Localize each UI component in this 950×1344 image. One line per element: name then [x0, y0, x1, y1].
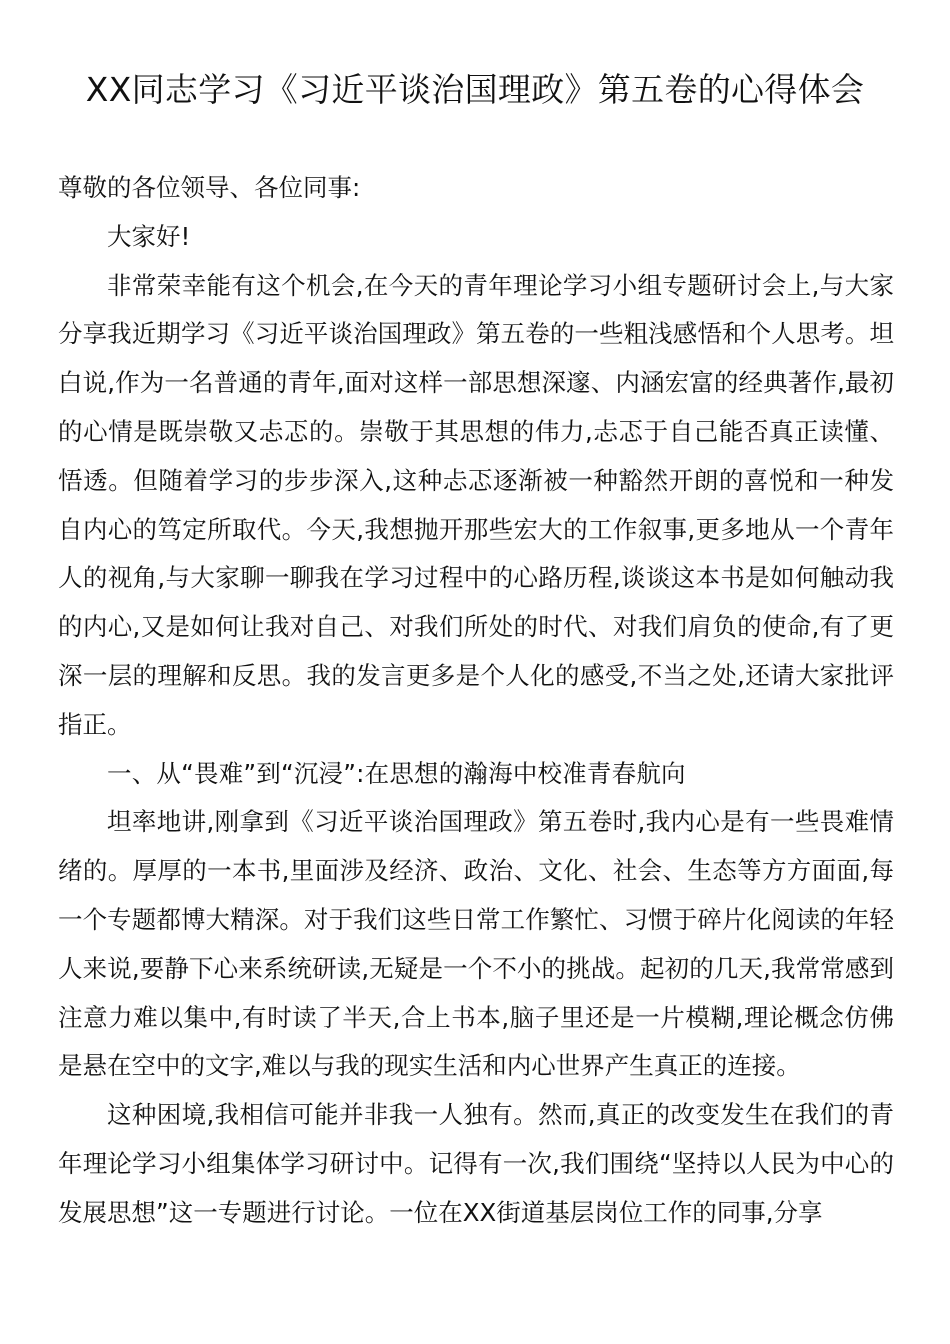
section-paragraph: 这种困境,我相信可能并非我一人独有。然而,真正的改变发生在我们的青年理论学习小组集体学习研讨中。记得有一次,我们围绕“坚持以人民为中心的发展思想”这一专题进行讨论。一位在XX街道基层岗位工作的同事,分享 [58, 1100, 894, 1227]
document-body [58, 164, 894, 1238]
salutation: 尊敬的各位领导、各位同事: [58, 173, 361, 202]
greeting: 大家好! [107, 221, 191, 251]
intro-paragraph: 非常荣幸能有这个机会,在今天的青年理论学习小组专题研讨会上,与大家分享我近期学习《习近平谈治国理政》第五卷的一些粗浅感悟和个人思考。坦白说,作为一名普通的青年,面对这样一部思想深邃、内涵宏富的经典著作,最初的心情是既崇敬又忐忑的。崇敬于其思想的伟力,忐忑于自己能否真正读懂、悟透。但随着学习的步步深入,这种忐忑逐渐被一种豁然开朗的喜悦和一种发自内心的笃定所取代。今天,我想抛开那些宏大的工作叙事,更多地从一个青年人的视角,与大家聊一聊我在学习过程中的心路历程,谈谈这本书是如何触动我的内心,又是如何让我对自己、对我们所处的时代、对我们肩负的使命,有了更深一层的理解和反思。我的发言更多是个人化的感受,不当之处,还请大家批评指正。 [58, 270, 894, 739]
section-paragraph: 坦率地讲,刚拿到《习近平谈治国理政》第五卷时,我内心是有一些畏难情绪的。厚厚的一本书,里面涉及经济、政治、文化、社会、生态等方方面面,每一个专题都博大精深。对于我们这些日常工作繁忙、习惯于碎片化阅读的年轻人来说,要静下心来系统研读,无疑是一个不小的挑战。起初的几天,我常常感到注意力难以集中,有时读了半天,合上书本,脑子里还是一片模糊,理论概念仿佛是悬在空中的文字,难以与我的现实生活和内心世界产生真正的连接。 [58, 807, 894, 1081]
document-title: XX同志学习《习近平谈治国理政》第五卷的心得体会 [85, 70, 865, 109]
section-heading: 一、从“畏难”到“沉浸”:在思想的瀚海中校准青春航向 [107, 758, 686, 788]
